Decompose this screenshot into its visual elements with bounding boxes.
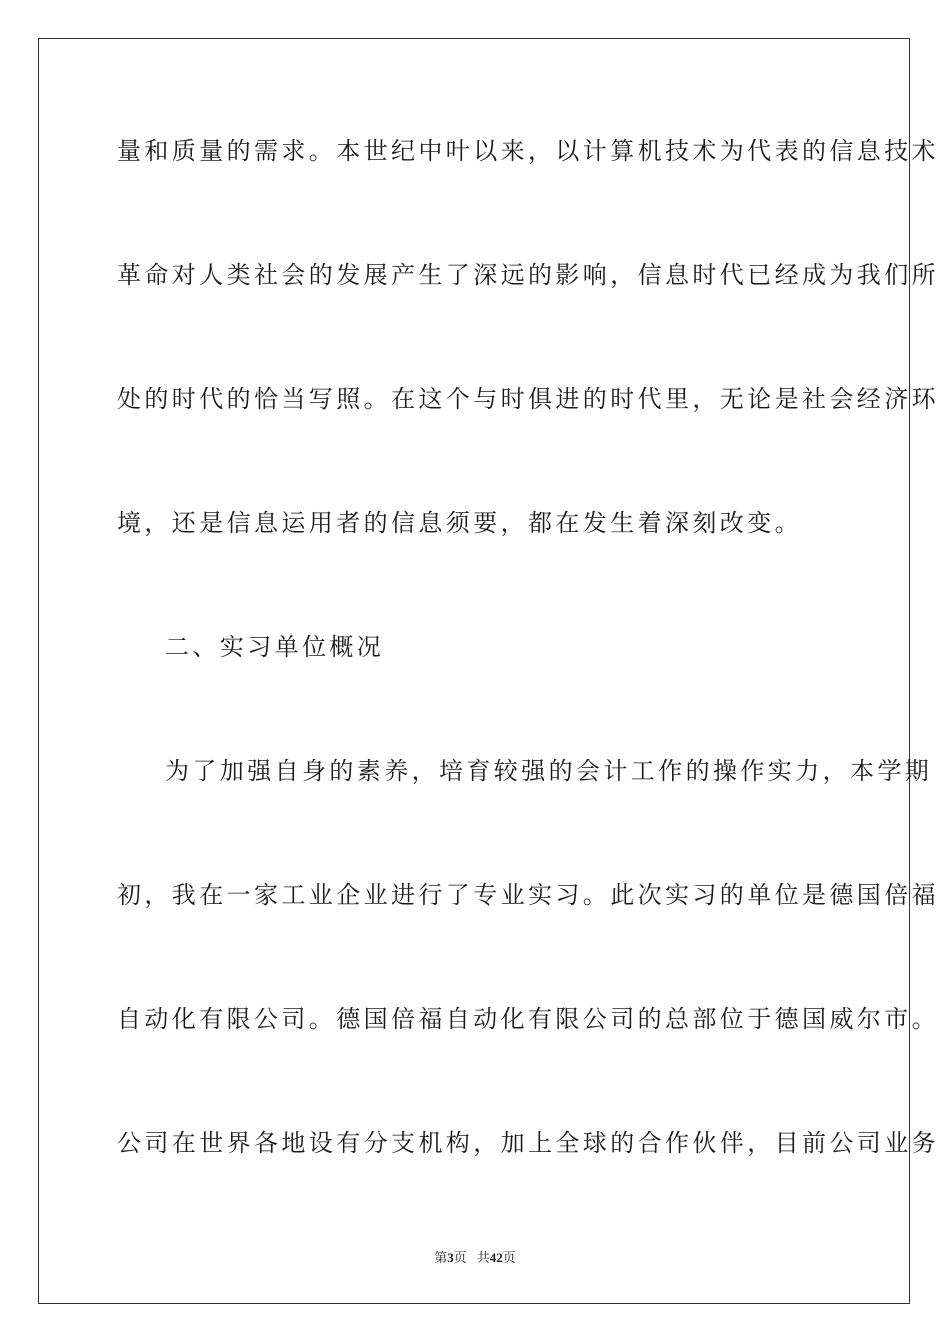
total-label-prefix: 共 [476, 1250, 490, 1265]
page-label-prefix: 第 [434, 1250, 448, 1265]
body-text-line: 公司在世界各地设有分支机构，加上全球的合作伙伴，目前公司业务 [117, 1129, 939, 1157]
body-text-line: 为了加强自身的素养，培育较强的会计工作的操作实力，本学期 [165, 757, 933, 785]
total-pages: 42 [489, 1250, 503, 1265]
body-text-line: 自动化有限公司。德国倍福自动化有限公司的总部位于德国威尔市。 [117, 1005, 939, 1033]
body-text-line: 初，我在一家工业企业进行了专业实习。此次实习的单位是德国倍福 [117, 881, 939, 909]
page-number: 3 [447, 1250, 454, 1265]
page-footer [0, 1250, 950, 1266]
section-heading: 二、实习单位概况 [165, 633, 385, 661]
page-border [38, 38, 939, 1304]
page-label-suffix: 页 [453, 1250, 467, 1265]
body-text-line: 革命对人类社会的发展产生了深远的影响，信息时代已经成为我们所 [117, 261, 939, 289]
body-text-line: 境，还是信息运用者的信息须要，都在发生着深刻改变。 [117, 509, 802, 537]
body-text-line: 量和质量的需求。本世纪中叶以来，以计算机技术为代表的信息技术 [117, 137, 939, 165]
body-text-line: 处的时代的恰当写照。在这个与时俱进的时代里，无论是社会经济环 [117, 385, 939, 413]
total-label-suffix: 页 [502, 1250, 516, 1265]
